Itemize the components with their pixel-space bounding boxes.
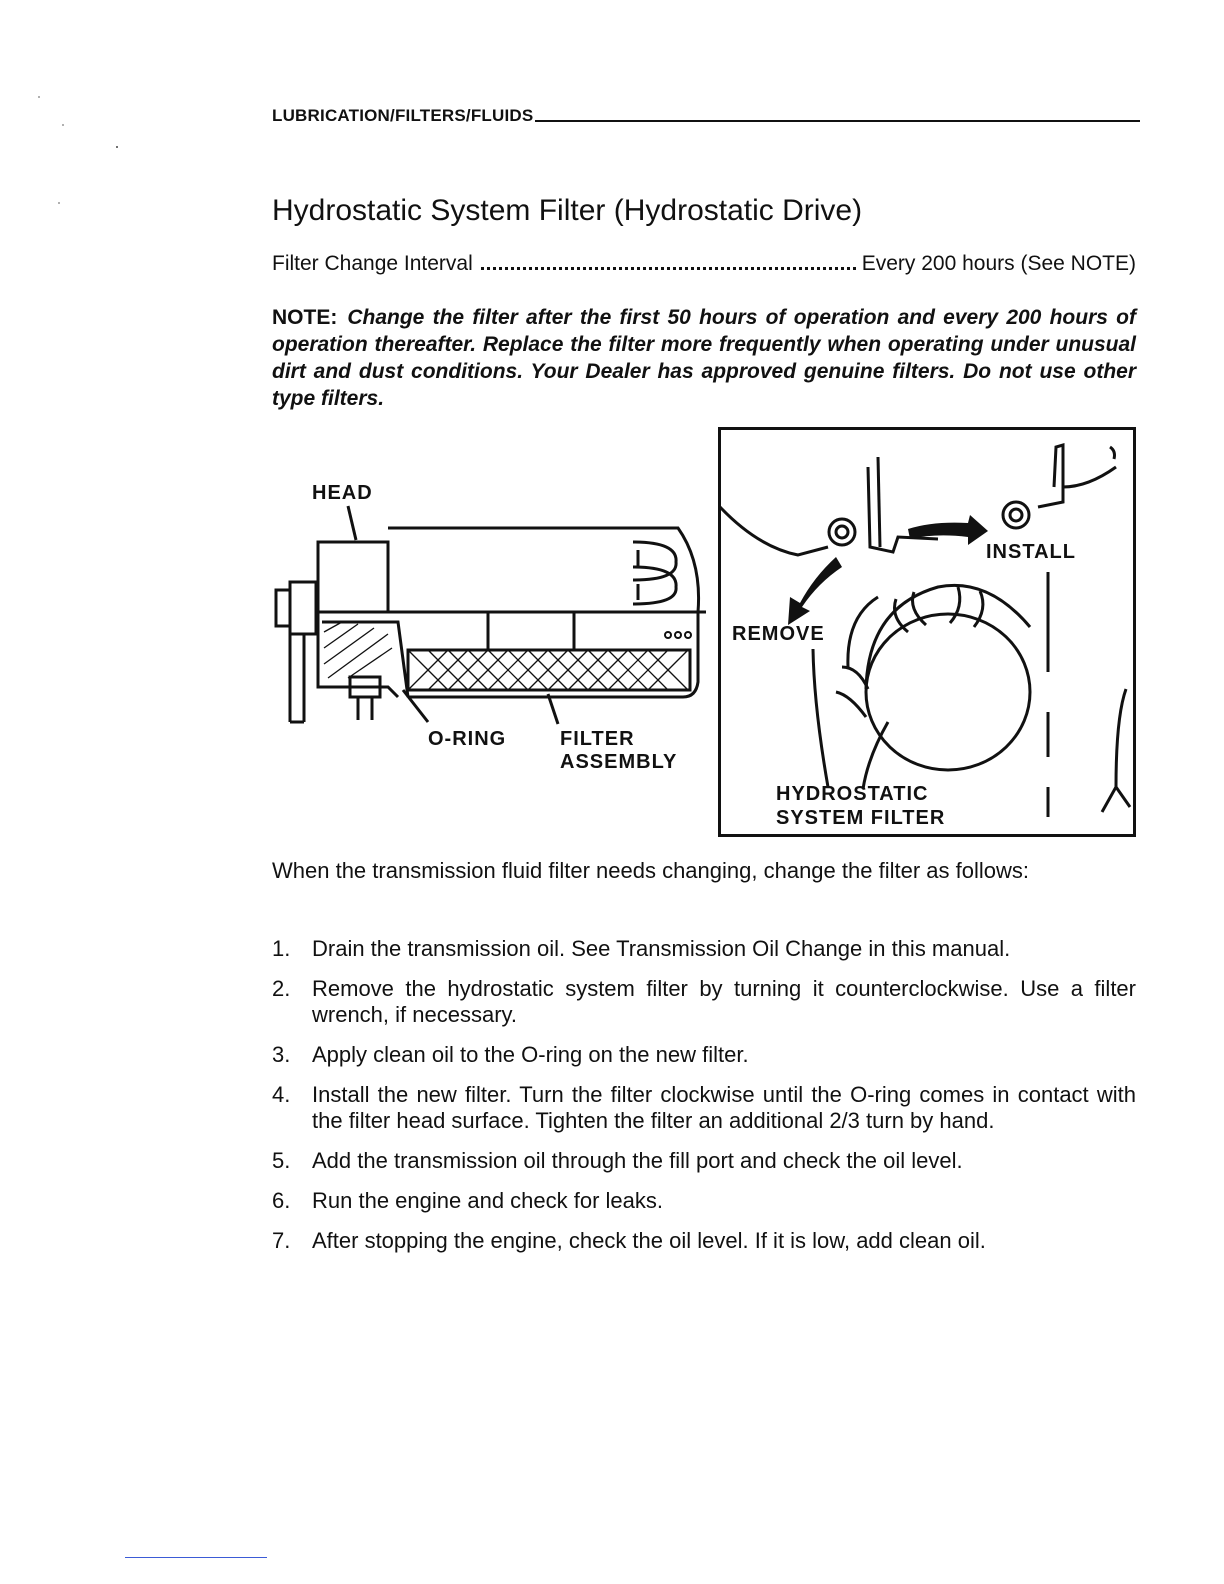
o-ring-label: O-RING [428,728,507,750]
step-text: After stopping the engine, check the oil level. If it is low, add clean oil. [312,1228,986,1253]
step-number: 5. [272,1148,291,1173]
step-number: 7. [272,1228,291,1253]
filter-location-figure [718,427,1136,837]
filter-assembly-label-line1: FILTER [560,728,635,750]
interval-leader-dots [481,267,856,270]
step-text: Apply clean oil to the O-ring on the new filter. [312,1042,749,1067]
filter-cross-section-figure [258,472,718,792]
procedure-step [272,1042,1136,1068]
procedure-step [272,976,1136,1028]
procedure-steps [272,936,1136,1254]
step-number: 6. [272,1188,291,1213]
procedure-step [272,936,1136,962]
remove-label: REMOVE [732,623,825,645]
scan-speck [58,202,60,204]
interval-value: Every 200 hours (See NOTE) [861,252,1136,275]
filter-assembly-label-line2: ASSEMBLY [560,751,678,773]
procedure-step [272,1082,1136,1134]
procedure-step [272,1228,1136,1254]
section-header-rule [535,120,1140,122]
procedure-step [272,1188,1136,1214]
step-text: Add the transmission oil through the fill port and check the oil level. [312,1148,963,1173]
footer-rule [125,1557,267,1558]
interval-label: Filter Change Interval [272,252,473,275]
section-header [272,106,1140,126]
step-text: Install the new filter. Turn the filter clockwise until the O-ring comes in contact with the filter head surface. Tighten the filter an additional 2/3 turn by hand. [312,1082,1136,1133]
intro-paragraph: When the transmission fluid filter needs changing, change the filter as follows: [272,858,1029,883]
install-label: INSTALL [986,541,1076,563]
section-header-label: LUBRICATION/FILTERS/FLUIDS [272,106,534,125]
step-number: 1. [272,936,291,961]
step-text: Remove the hydrostatic system filter by turning it counterclockwise. Use a filter wrench, if necessary. [312,976,1136,1027]
page-title: Hydrostatic System Filter (Hydrostatic Drive) [272,194,863,227]
scan-speck [38,96,40,98]
hydrostatic-filter-label-line2: SYSTEM FILTER [776,807,946,829]
procedure-step [272,1148,1136,1174]
step-text: Run the engine and check for leaks. [312,1188,664,1213]
note-label: NOTE: [272,306,338,329]
note-paragraph [272,304,1136,412]
hydrostatic-filter-label-line1: HYDROSTATIC [776,783,929,805]
step-number: 2. [272,976,291,1001]
scan-speck [116,146,118,148]
head-label: HEAD [312,482,373,504]
step-number: 3. [272,1042,291,1067]
note-text: Change the filter after the first 50 hours of operation and every 200 hours of operation thereafter. Replace the filter more frequently when operating under unusual dirt and dust conditions. Your Dealer has approved genuine filters. Do not use other type filters. [272,306,1136,410]
step-number: 4. [272,1082,291,1107]
scan-speck [62,124,64,126]
filter-change-interval [272,252,1136,276]
step-text: Drain the transmission oil. See Transmission Oil Change in this manual. [312,936,1011,961]
